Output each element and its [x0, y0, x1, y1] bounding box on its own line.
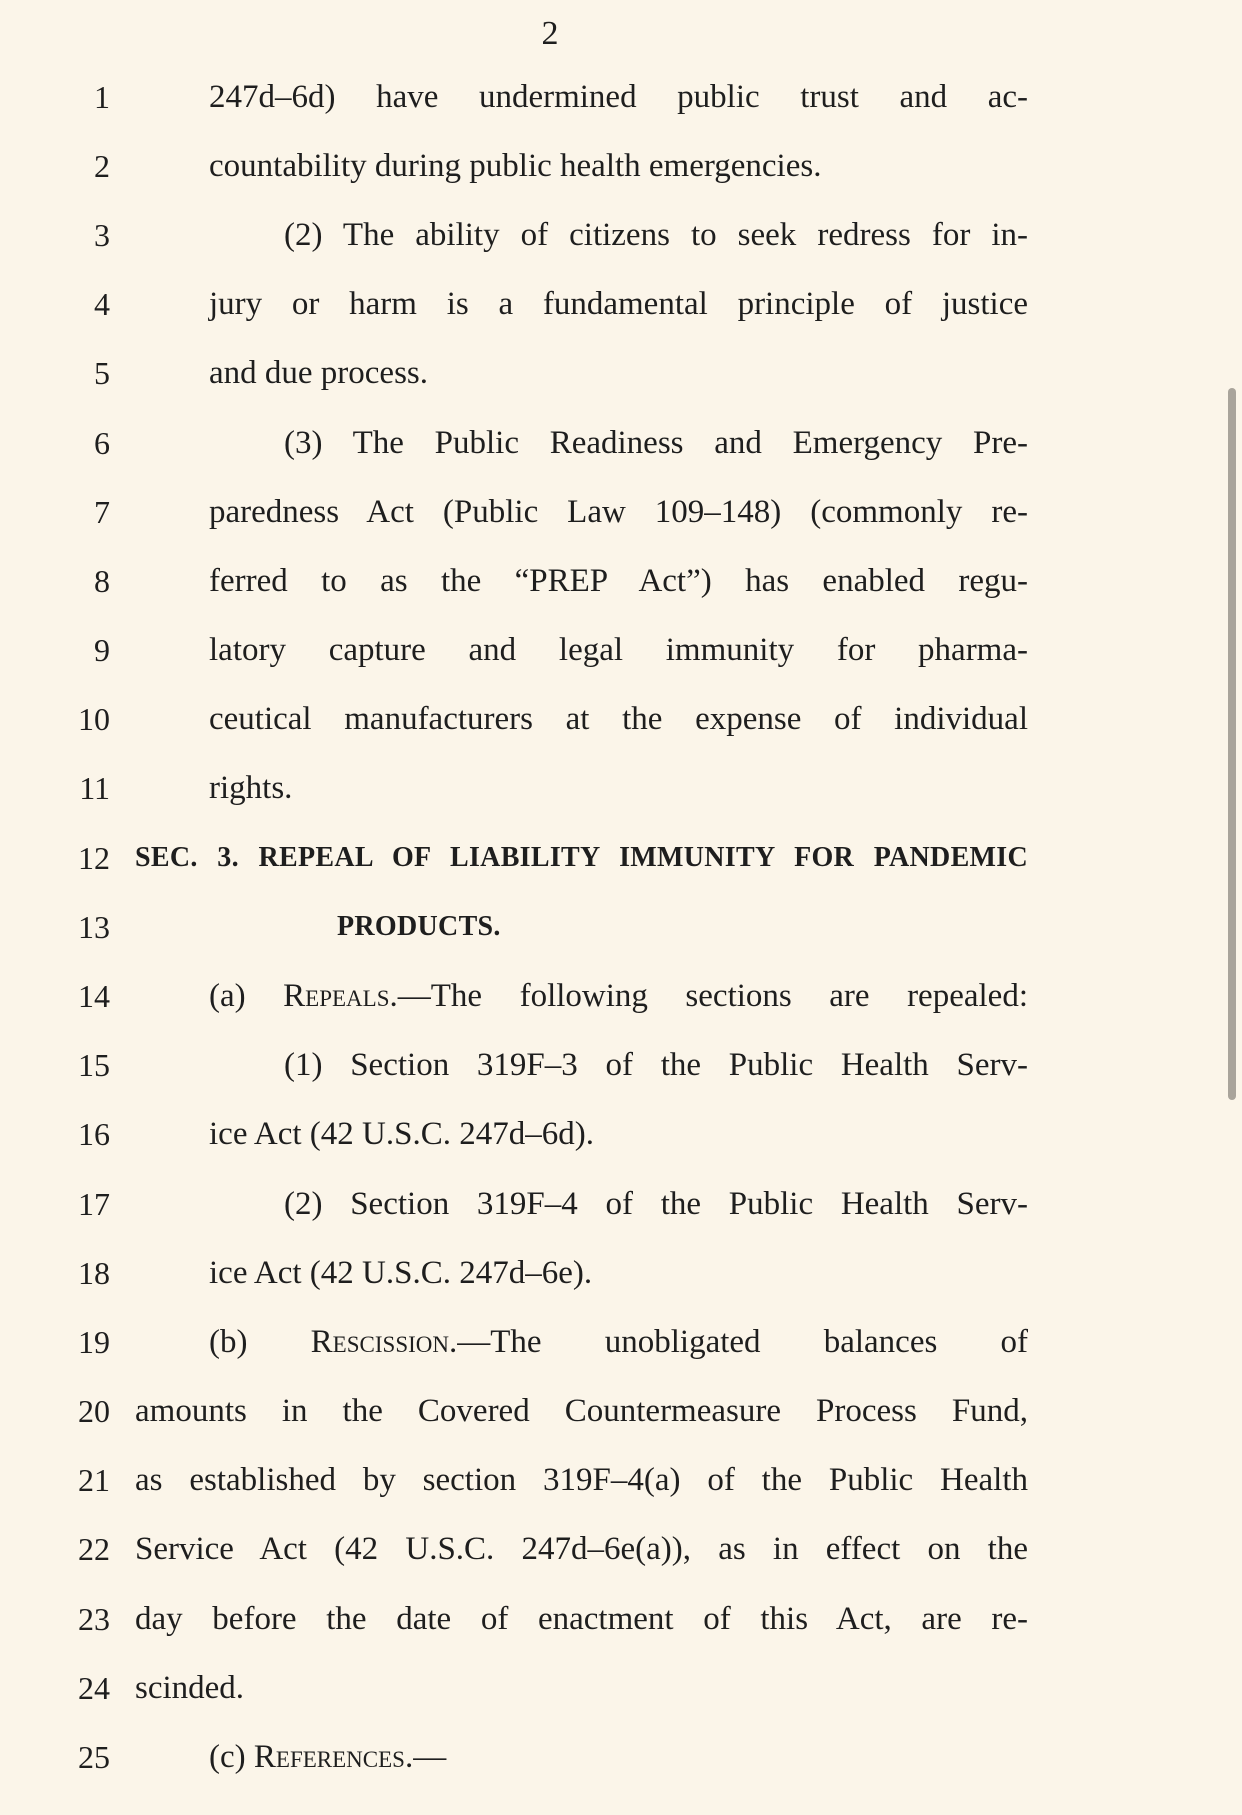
document-line	[0, 625, 1242, 675]
subsection-line	[209, 971, 1028, 1021]
document-line	[0, 1386, 1242, 1436]
line-number: 6	[94, 425, 110, 461]
document-line	[0, 556, 1242, 606]
document-line	[0, 763, 1242, 813]
subsection-marker: (c)	[209, 1739, 254, 1775]
line-text: ice Act (42 U.S.C. 247d–6e).	[209, 1255, 593, 1291]
subsection-marker: (b)	[209, 1324, 311, 1360]
document-line	[0, 72, 1242, 122]
vertical-scrollbar[interactable]	[1228, 388, 1236, 1100]
line-text: rights.	[209, 770, 293, 806]
line-text: and due process.	[209, 355, 429, 391]
document-line	[0, 694, 1242, 744]
line-number: 2	[94, 148, 110, 184]
document-line	[0, 1317, 1242, 1367]
line-text: (1) Section 319F–3 of the Public Health Serv-	[284, 1047, 1028, 1083]
document-line	[0, 1732, 1242, 1782]
line-text: countability during public health emergencies.	[209, 148, 822, 184]
line-number: 21	[78, 1462, 110, 1498]
subsection-heading: Rescission.	[310, 1324, 458, 1360]
line-text: —The following sections are repealed:	[397, 978, 1028, 1014]
document-line	[0, 141, 1242, 191]
line-number: 24	[78, 1670, 110, 1706]
line-text: amounts in the Covered Countermeasure Process Fund,	[135, 1393, 1028, 1429]
line-number: 16	[78, 1116, 110, 1152]
line-text: 247d–6d) have undermined public trust and ac-	[209, 79, 1028, 115]
line-text: ceutical manufacturers at the expense of individual	[209, 701, 1028, 737]
line-number: 5	[94, 355, 110, 391]
document-line	[0, 1594, 1242, 1644]
line-text: ferred to as the “PREP Act”) has enabled regu-	[209, 563, 1028, 599]
line-text: day before the date of enactment of this Act, are re-	[135, 1601, 1028, 1637]
line-number: 20	[78, 1393, 110, 1429]
line-text: as established by section 319F–4(a) of the Public Health	[135, 1462, 1028, 1498]
line-text: —The unobligated balances of	[457, 1324, 1028, 1360]
document-line	[0, 833, 1242, 883]
line-text: paredness Act (Public Law 109–148) (commonly re-	[209, 494, 1028, 530]
document-line	[0, 1663, 1242, 1713]
section-heading: SEC. 3. REPEAL OF LIABILITY IMMUNITY FOR PANDEMIC	[135, 842, 1028, 873]
line-number: 12	[78, 840, 110, 876]
line-text: scinded.	[135, 1670, 245, 1706]
document-line	[0, 1524, 1242, 1574]
line-text: ice Act (42 U.S.C. 247d–6d).	[209, 1116, 594, 1152]
document-line	[0, 279, 1242, 329]
line-text: (2) Section 319F–4 of the Public Health Serv-	[284, 1186, 1028, 1222]
document-line	[0, 210, 1242, 260]
document-line	[0, 1109, 1242, 1159]
line-number: 9	[94, 632, 110, 668]
subsection-heading: Repeals.	[283, 978, 398, 1014]
document-line	[0, 418, 1242, 468]
page-number: 2	[541, 15, 559, 52]
line-number: 10	[78, 701, 110, 737]
line-number: 11	[79, 770, 110, 806]
line-number: 18	[78, 1255, 110, 1291]
document-line	[0, 1179, 1242, 1229]
line-number: 23	[78, 1601, 110, 1637]
subsection-marker: (a)	[209, 978, 284, 1014]
subsection-line	[209, 1732, 446, 1782]
section-heading-continued: PRODUCTS.	[337, 911, 501, 942]
document-line	[0, 1040, 1242, 1090]
line-text: (2) The ability of citizens to seek redress for in-	[284, 217, 1028, 253]
line-number: 19	[78, 1324, 110, 1360]
document-line	[0, 1248, 1242, 1298]
line-text: —	[413, 1739, 447, 1775]
line-text: (3) The Public Readiness and Emergency Pre-	[284, 425, 1028, 461]
subsection-heading: References.	[253, 1739, 414, 1775]
line-number: 7	[94, 494, 110, 530]
line-number: 4	[94, 286, 110, 322]
document-line	[0, 348, 1242, 398]
document-line	[0, 487, 1242, 537]
line-text: latory capture and legal immunity for pharma-	[209, 632, 1028, 668]
document-line	[0, 971, 1242, 1021]
line-number: 14	[78, 978, 110, 1014]
subsection-line	[209, 1317, 1028, 1367]
line-number: 25	[78, 1739, 110, 1775]
line-text: jury or harm is a fundamental principle of justice	[209, 286, 1028, 322]
line-text: Service Act (42 U.S.C. 247d–6e(a)), as in effect on the	[135, 1531, 1028, 1567]
document-line	[0, 1455, 1242, 1505]
line-number: 15	[78, 1047, 110, 1083]
line-number: 22	[78, 1531, 110, 1567]
line-number: 13	[78, 909, 110, 945]
line-number: 17	[78, 1186, 110, 1222]
line-number: 3	[94, 217, 110, 253]
line-number: 8	[94, 563, 110, 599]
line-number: 1	[94, 79, 110, 115]
document-line	[0, 902, 1242, 952]
